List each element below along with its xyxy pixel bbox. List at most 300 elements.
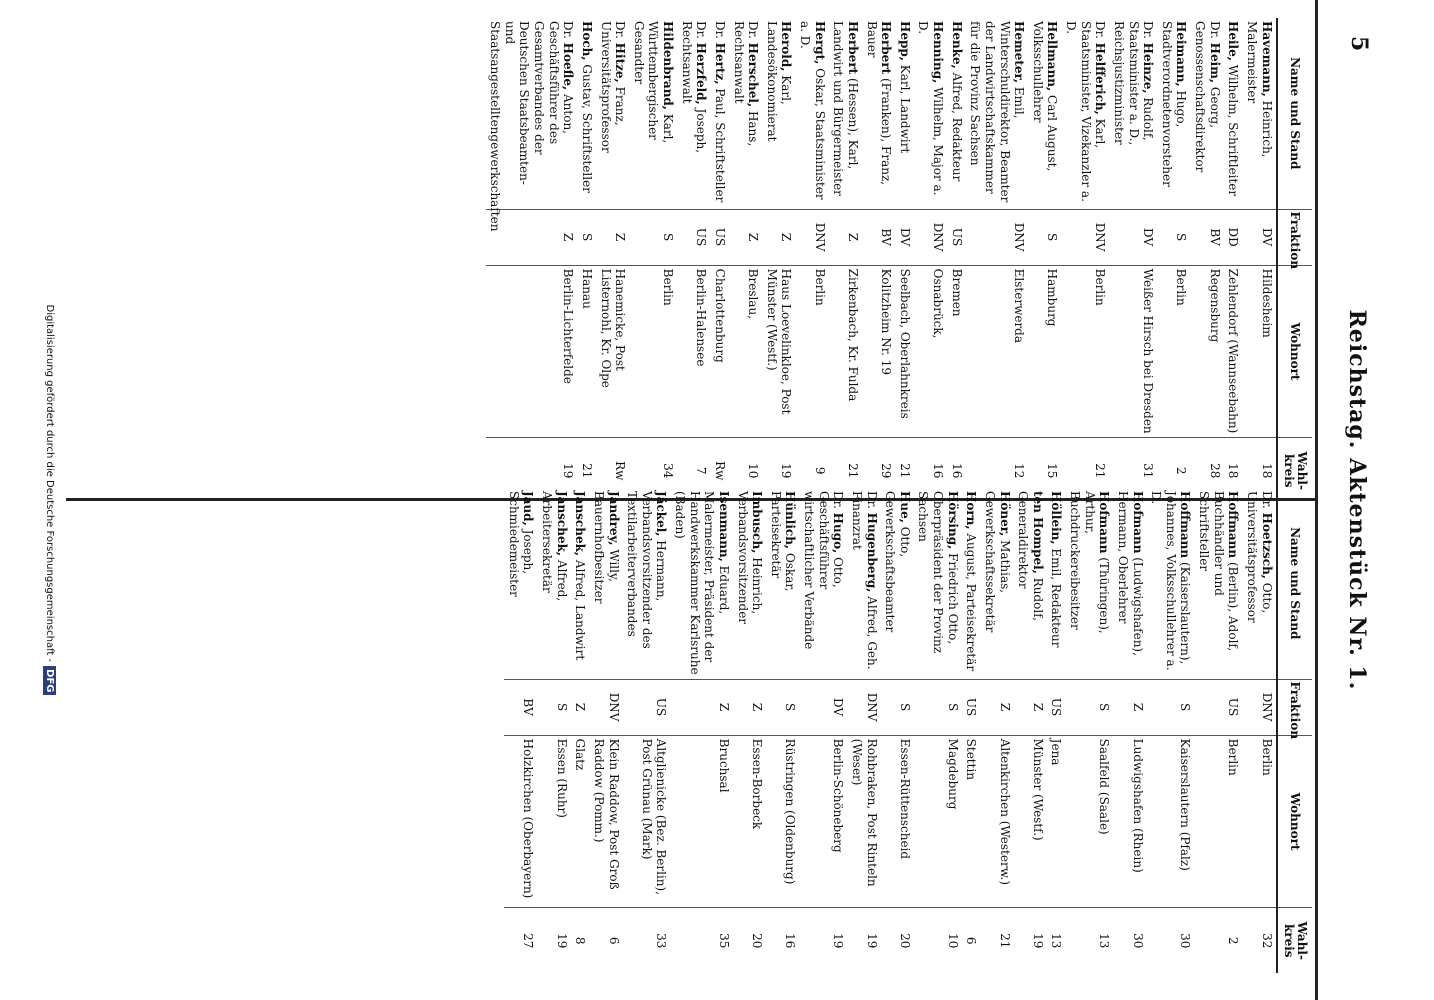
member-name-cell xyxy=(589,488,622,679)
wohnort-cell: Osnabrück, xyxy=(914,265,947,438)
member-name-cell xyxy=(881,488,914,679)
wohnort-cell: Klein Raddow, Post Groß Raddow (Pomm.) xyxy=(589,735,622,908)
fraktion-cell: DV xyxy=(800,679,848,735)
wohnort-cell: Hanemicke, Post Listernohl, Kr. Olpe xyxy=(596,265,629,438)
fraktion-cell: Z xyxy=(980,679,1013,735)
table-row xyxy=(577,18,596,503)
left-table-body xyxy=(486,18,1277,503)
member-name: Herbert xyxy=(846,21,860,75)
member-details: Franz, Universitätsprofessor xyxy=(598,21,628,153)
fraktion-cell: S xyxy=(881,679,914,735)
fraktion-cell: DNV xyxy=(589,679,622,735)
wahlkreis-cell: Rw xyxy=(596,438,629,503)
member-name: Höllein, xyxy=(1049,491,1064,545)
wohnort-cell: Hanau xyxy=(577,265,596,438)
table-row xyxy=(847,488,880,973)
member-name: Isenmann, xyxy=(717,491,731,562)
table-row xyxy=(677,18,710,503)
member-details: Anton, Geschäftsführer des Gesamtverbandes der Deutschen Staatsbeamten- und Staatsangestelltengewerkschaften xyxy=(488,21,576,232)
wahlkreis-cell: 16 xyxy=(914,438,947,503)
wahlkreis-cell: 8 xyxy=(571,908,590,973)
table-row xyxy=(1113,488,1146,973)
member-name: Helfferich, xyxy=(1093,42,1108,115)
member-name: Hitze, xyxy=(613,42,628,83)
fraktion-cell: US xyxy=(947,209,966,265)
table-row xyxy=(914,488,962,973)
wohnort-cell: Kaiserslautern (Pfalz) xyxy=(1147,735,1195,908)
member-name: Hoetzsch, xyxy=(1259,512,1274,579)
member-name: Hemeter, xyxy=(1012,21,1027,84)
table-row xyxy=(1224,18,1243,503)
member-details: Georg, Genossenschaftsdirektor xyxy=(1193,21,1222,173)
table-row xyxy=(710,18,729,503)
table-row xyxy=(1109,18,1157,503)
member-name-cell xyxy=(847,488,880,679)
member-name: Heile, xyxy=(1226,21,1241,61)
wohnort-cell: Berlin-Schöneberg xyxy=(800,735,848,908)
page-header xyxy=(1332,0,1372,1000)
member-name: Jandrey, xyxy=(606,491,621,546)
member-name: Janschek, xyxy=(573,491,588,557)
member-name-cell xyxy=(1242,488,1276,679)
member-prefix: Dr. xyxy=(746,21,761,43)
wohnort-cell: Breslau, xyxy=(729,265,762,438)
wohnort-cell: Bremen xyxy=(947,265,966,438)
wahlkreis-cell: 2 xyxy=(1195,908,1243,973)
wahlkreis-cell: 16 xyxy=(947,438,966,503)
member-details: Mathias, Gewerkschaftssekretär xyxy=(983,491,1012,633)
col-header-wahlkreis: Wahl-kreis xyxy=(1277,438,1312,503)
col-header-name: Name und Stand xyxy=(1277,18,1312,209)
wahlkreis-cell: 21 xyxy=(980,908,1013,973)
wahlkreis-cell: 29 xyxy=(862,438,895,503)
member-name-cell xyxy=(962,488,981,679)
member-details: Friedrich Otto, Oberpräsident der Provinz Sachsen xyxy=(916,491,960,654)
wohnort-cell: Haus Loevelinkloe, Post Münster (Westf.) xyxy=(762,265,795,438)
member-details: Joseph, Schmiedemeister xyxy=(506,491,536,597)
member-details: Alfred, Redakteur xyxy=(949,68,964,182)
member-details: (Thüringen), Arthur, Buchdruckereibesitzer xyxy=(1068,491,1112,634)
fraktion-cell: S xyxy=(538,679,571,735)
member-details: Karl, Württembergischer Gesandter xyxy=(631,21,676,144)
member-name-cell xyxy=(596,18,629,209)
table-row xyxy=(1047,488,1066,973)
member-name: Herold, xyxy=(779,21,794,72)
fraktion-cell: US xyxy=(962,679,981,735)
wahlkreis-cell: 19 xyxy=(847,908,880,973)
wohnort-cell: Essen-Rüttenscheid xyxy=(881,735,914,908)
fraktion-cell: US xyxy=(710,209,729,265)
wahlkreis-cell: 27 xyxy=(504,908,537,973)
member-name-cell xyxy=(762,18,795,209)
member-details: (Berlin), Adolf, Buchhändler und Schriftsteller xyxy=(1197,491,1241,652)
wohnort-cell: Berlin xyxy=(1195,735,1243,908)
wahlkreis-cell: 19 xyxy=(538,908,571,973)
member-name: Hepp, xyxy=(897,21,912,61)
table-row xyxy=(1066,488,1114,973)
member-name: Imbusch, xyxy=(750,491,765,554)
wohnort-cell: Stettin xyxy=(962,735,981,908)
wahlkreis-cell: 10 xyxy=(729,438,762,503)
wohnort-cell: Bruchsal xyxy=(671,735,734,908)
wohnort-cell: Zehlendorf (Wannseebahn) xyxy=(1224,265,1243,438)
member-name: Hofmann xyxy=(1097,491,1112,554)
wahlkreis-cell: 31 xyxy=(1109,438,1157,503)
right-column-table xyxy=(72,488,1312,973)
table-row xyxy=(623,488,671,973)
member-details: Wilhelm, Major a. D. xyxy=(916,21,946,196)
table-row xyxy=(962,488,981,973)
wahlkreis-cell: 20 xyxy=(733,908,766,973)
wohnort-cell: Jena xyxy=(1047,735,1066,908)
member-name: Hertz, xyxy=(713,42,727,85)
member-name-cell xyxy=(729,18,762,209)
member-prefix: Dr. xyxy=(1259,491,1274,513)
table-row xyxy=(1242,18,1276,503)
fraktion-cell: Z xyxy=(596,209,629,265)
wohnort-cell: Zirkenbach, Kr. Fulda xyxy=(829,265,862,438)
wahlkreis-cell: 33 xyxy=(623,908,671,973)
wohnort-cell: Berlin-Halensee xyxy=(677,265,710,438)
member-name: Herschel, xyxy=(746,42,761,108)
wahlkreis-cell: 21 xyxy=(829,438,862,503)
member-name-cell xyxy=(914,18,947,209)
fraktion-cell: BV xyxy=(1191,209,1224,265)
fraktion-cell: US xyxy=(623,679,671,735)
member-name-cell xyxy=(862,18,895,209)
member-name-cell xyxy=(1047,488,1066,679)
wahlkreis-cell: 9 xyxy=(796,438,829,503)
member-name-cell xyxy=(733,488,766,679)
member-name-cell xyxy=(1224,18,1243,209)
member-name-cell xyxy=(1191,18,1224,209)
member-name-cell xyxy=(895,18,914,209)
table-row xyxy=(589,488,622,973)
member-name: Hünlich, xyxy=(783,491,798,550)
wahlkreis-cell: 12 xyxy=(966,438,1029,503)
member-name-cell xyxy=(800,488,848,679)
wahlkreis-cell: Rw xyxy=(710,438,729,503)
wahlkreis-cell: 7 xyxy=(677,438,710,503)
member-details: (Kaiserslautern), Johannes, Volksschullehrer a. D. xyxy=(1149,491,1193,671)
wahlkreis-cell: 6 xyxy=(589,908,622,973)
member-name: Hörsing, xyxy=(945,491,960,550)
table-row xyxy=(671,488,734,973)
member-name-cell xyxy=(623,488,671,679)
table-row xyxy=(862,18,895,503)
member-name: Höner, xyxy=(997,491,1012,537)
member-details: (Hessen), Karl, Landwirt und Bürgermeister xyxy=(831,21,860,196)
member-details: Eduard, Malermeister, Präsident der Handwerkskammer Karlsruhe (Baden) xyxy=(673,491,731,675)
member-details: Rudolf, Generaldirektor xyxy=(1016,491,1045,622)
col-header-wohnort: Wohnort xyxy=(1277,265,1312,438)
fraktion-cell: Z xyxy=(1014,679,1047,735)
wahlkreis-cell: 20 xyxy=(881,908,914,973)
member-name-cell xyxy=(1195,488,1243,679)
member-name-cell xyxy=(1066,488,1114,679)
wohnort-cell: Kolitzheim Nr. 19 xyxy=(862,265,895,438)
member-name: Hellmann, xyxy=(1045,21,1060,92)
col-header-name: Name und Stand xyxy=(1277,488,1312,679)
member-name-cell xyxy=(1028,18,1061,209)
member-name: Hoch, xyxy=(580,21,594,61)
member-name: Herzfeld, xyxy=(694,42,709,105)
member-name: Hoffmann xyxy=(1226,491,1241,559)
table-row xyxy=(733,488,766,973)
table-row xyxy=(796,18,829,503)
wohnort-cell: Hamburg xyxy=(1028,265,1061,438)
fraktion-cell: S xyxy=(1147,679,1195,735)
wahlkreis-cell: 28 xyxy=(1191,438,1224,503)
fraktion-cell: DV xyxy=(1242,209,1276,265)
member-prefix: Dr. xyxy=(1093,21,1108,43)
wohnort-cell: Regensburg xyxy=(1191,265,1224,438)
member-details: Heinrich, Verbandsvorsitzender xyxy=(735,491,765,625)
member-details: Karl, Landwirt xyxy=(897,60,912,154)
member-name: Jäckel, xyxy=(654,491,669,537)
fraktion-cell: S xyxy=(629,209,677,265)
member-name: Havemann, xyxy=(1259,21,1274,97)
member-details: Otto, Geschäftsführer wirtschaftlicher Verbände xyxy=(802,491,846,650)
member-name-cell xyxy=(671,488,734,679)
member-prefix: Dr. xyxy=(561,21,576,43)
wahlkreis-cell: 19 xyxy=(800,908,848,973)
table-row xyxy=(980,488,1013,973)
member-name: Hildenbrand, xyxy=(661,21,676,110)
wohnort-cell: Ludwigshafen (Rhein) xyxy=(1113,735,1146,908)
member-name-cell xyxy=(677,18,710,209)
member-name: Hugo, xyxy=(831,512,846,554)
wahlkreis-cell: 10 xyxy=(914,908,962,973)
table-row xyxy=(1014,488,1047,973)
wohnort-cell: Altenkirchen (Westerw.) xyxy=(980,735,1013,908)
fraktion-cell: DNV xyxy=(1242,679,1276,735)
wahlkreis-cell: 32 xyxy=(1242,908,1276,973)
member-name-cell xyxy=(486,18,578,232)
fraktion-cell: S xyxy=(1157,209,1190,265)
member-name-cell xyxy=(710,18,729,209)
member-details: Otto, Gewerkschaftsbeamter xyxy=(883,491,912,633)
wohnort-cell: Glatz xyxy=(571,735,590,908)
table-row xyxy=(914,18,947,503)
wohnort-cell: Essen-Borbeck xyxy=(733,735,766,908)
table-row xyxy=(829,18,862,503)
fraktion-cell: Z xyxy=(762,209,795,265)
member-details: Oskar, Staatsminister a. D. xyxy=(798,21,827,200)
wohnort-cell: Berlin xyxy=(1242,735,1276,908)
fraktion-cell: DV xyxy=(1109,209,1157,265)
wahlkreis-cell: 19 xyxy=(762,438,795,503)
member-name-cell xyxy=(914,488,962,679)
page-title: Reichstag. Aktenstück Nr. 1. xyxy=(1344,309,1370,691)
wohnort-cell: Münster (Westf.) xyxy=(1014,735,1047,908)
fraktion-cell: DNV xyxy=(914,209,947,265)
table-row xyxy=(1147,488,1195,973)
table-row xyxy=(1242,488,1276,973)
table-row xyxy=(1028,18,1061,503)
table-row xyxy=(1062,18,1110,503)
member-name-cell xyxy=(966,18,1029,209)
table-row xyxy=(762,18,795,503)
wohnort-cell: Berlin xyxy=(1062,265,1110,438)
wohnort-cell: Altglienicke (Bez. Berlin), Post Grünau (Mark) xyxy=(623,735,671,908)
digitization-footer xyxy=(43,0,56,1000)
right-table-body xyxy=(504,488,1276,973)
member-details: Alfred, Landwirt xyxy=(573,556,588,661)
wohnort-cell: Berlin-Lichterfelde xyxy=(486,265,578,438)
member-name-cell xyxy=(796,18,829,209)
fraktion-cell: US xyxy=(1195,679,1243,735)
fraktion-cell: Z xyxy=(829,209,862,265)
wahlkreis-cell: 6 xyxy=(962,908,981,973)
member-details: Willy, Bauernhofbesitzer xyxy=(592,491,621,604)
table-row xyxy=(1157,18,1190,503)
member-prefix: Dr. xyxy=(831,491,846,513)
wohnort-cell: Elsterwerda xyxy=(966,265,1029,438)
table-row xyxy=(766,488,799,973)
member-details: Karl, Staatsminister, Vizekanzler a. D. xyxy=(1064,21,1108,202)
fraktion-cell: US xyxy=(1047,679,1066,735)
member-details: Hermann, Verbandsvorsitzender des Textilarbeiterverbandes xyxy=(625,491,669,649)
member-name: Heimann, xyxy=(1174,21,1189,87)
table-row xyxy=(571,488,590,973)
member-details: Gustav, Schriftsteller xyxy=(580,60,594,193)
fraktion-cell: BV xyxy=(862,209,895,265)
member-details: Emil, Redakteur xyxy=(1049,544,1064,648)
member-name-cell xyxy=(1113,488,1146,679)
wohnort-cell: Magdeburg xyxy=(914,735,962,908)
table-row xyxy=(800,488,848,973)
fraktion-cell: US xyxy=(677,209,710,265)
member-name-cell xyxy=(1242,18,1276,209)
left-column-table xyxy=(72,18,1312,503)
member-details: Hugo, Stadtverordnetenvorsteher xyxy=(1159,21,1189,187)
wohnort-cell: Rohbraken, Post Rinteln (Weser) xyxy=(847,735,880,908)
member-name-cell xyxy=(538,488,571,679)
member-prefix: Dr. xyxy=(613,21,628,43)
fraktion-cell: DV xyxy=(895,209,914,265)
col-header-fraktion: Fraktion xyxy=(1277,679,1312,735)
fraktion-cell: Z xyxy=(1113,679,1146,735)
table-row xyxy=(947,18,966,503)
member-name-cell xyxy=(947,18,966,209)
table-row xyxy=(729,18,762,503)
fraktion-cell: S xyxy=(1028,209,1061,265)
member-details: Emil, Winterschuldirektor, Beamter der Landwirtschaftskammer für die Provinz Sachsen xyxy=(968,21,1027,203)
member-details: Alfred, Arbeitersekretär xyxy=(540,491,569,602)
wohnort-cell: Berlin xyxy=(796,265,829,438)
fraktion-cell: S xyxy=(766,679,799,735)
member-name: Hoffmann xyxy=(1178,491,1193,559)
wohnort-cell: Holzkirchen (Oberbayern) xyxy=(504,735,537,908)
table-row xyxy=(538,488,571,973)
member-prefix: Dr. xyxy=(1207,21,1222,43)
wahlkreis-cell: 18 xyxy=(1224,438,1243,503)
wahlkreis-cell: 30 xyxy=(1147,908,1195,973)
fraktion-cell: Z xyxy=(733,679,766,735)
member-details: Alfred, Geh. Finanzrat xyxy=(850,491,879,670)
member-name-cell xyxy=(766,488,799,679)
wahlkreis-cell: 2 xyxy=(1157,438,1190,503)
member-name: Herbert xyxy=(879,21,894,75)
fraktion-cell: DNV xyxy=(847,679,880,735)
page-number: 5 xyxy=(1346,36,1372,52)
fraktion-cell: DNV xyxy=(796,209,829,265)
wohnort-cell: Rüstringen (Oldenburg) xyxy=(766,735,799,908)
wahlkreis-cell: 21 xyxy=(895,438,914,503)
fraktion-cell: Z xyxy=(486,209,578,265)
member-name: Heim, xyxy=(1207,42,1222,84)
table-row xyxy=(596,18,629,503)
member-prefix: Dr. xyxy=(1141,21,1156,43)
member-details: Heinrich, Malermeister xyxy=(1245,21,1274,158)
member-name-cell xyxy=(571,488,590,679)
dfg-logo: DFG xyxy=(43,666,56,695)
wahlkreis-cell: 35 xyxy=(671,908,734,973)
wohnort-cell: Essen (Ruhr) xyxy=(538,735,571,908)
col-header-fraktion: Fraktion xyxy=(1277,209,1312,265)
wahlkreis-cell: 18 xyxy=(1242,438,1276,503)
wahlkreis-cell: 34 xyxy=(629,438,677,503)
table-row xyxy=(966,18,1029,503)
wohnort-cell: Berlin xyxy=(629,265,677,438)
member-name: ten Hompel, xyxy=(1030,491,1045,574)
member-name-cell xyxy=(504,488,537,679)
member-name-cell xyxy=(577,18,596,209)
member-prefix: Dr. xyxy=(864,491,879,513)
wahlkreis-cell: 21 xyxy=(1062,438,1110,503)
fraktion-cell: Z xyxy=(571,679,590,735)
member-details: Hans, Rechtsanwalt xyxy=(731,21,761,147)
fraktion-cell: DNV xyxy=(1062,209,1110,265)
member-name-cell xyxy=(629,18,677,209)
wohnort-cell: Seelbach, Oberlahnkreis xyxy=(895,265,914,438)
member-details: Paul, Schriftsteller xyxy=(713,84,727,203)
table-row xyxy=(486,18,578,503)
member-name: Hoefle, xyxy=(561,42,576,91)
member-name-cell xyxy=(1109,18,1157,209)
member-details: Joseph, Rechtsanwalt xyxy=(679,21,709,154)
fraktion-cell: Z xyxy=(671,679,734,735)
member-name: Hergt, xyxy=(812,21,827,65)
fraktion-cell: S xyxy=(1066,679,1114,735)
member-name: Hugenberg, xyxy=(864,512,879,593)
member-name-cell xyxy=(829,18,862,209)
col-header-wahlkreis: Wahl-kreis xyxy=(1277,908,1312,973)
table-row xyxy=(504,488,537,973)
fraktion-cell: S xyxy=(577,209,596,265)
wohnort-cell: Weißer Hirsch bei Dresden xyxy=(1109,265,1157,438)
fraktion-cell: DD xyxy=(1224,209,1243,265)
member-details: Otto, Universitätsprofessor xyxy=(1245,491,1274,623)
wahlkreis-cell: 13 xyxy=(1066,908,1114,973)
wahlkreis-cell: 13 xyxy=(1047,908,1066,973)
member-details: (Franken), Franz, Bauer xyxy=(864,21,894,186)
member-prefix: Dr. xyxy=(713,21,727,43)
member-name-cell xyxy=(1157,18,1190,209)
fraktion-cell: DNV xyxy=(966,209,1029,265)
table-row xyxy=(895,18,914,503)
member-prefix: Dr. xyxy=(694,21,709,43)
member-details: Oskar, Parteisekretär xyxy=(768,491,798,592)
member-name: Hofmann xyxy=(1130,491,1145,554)
wahlkreis-cell: 16 xyxy=(766,908,799,973)
member-details: Wilhelm, Schriftleiter xyxy=(1226,60,1241,197)
fraktion-cell: S xyxy=(914,679,962,735)
wohnort-cell: Hildesheim xyxy=(1242,265,1276,438)
member-details: Carl August, Volksschullehrer xyxy=(1030,21,1060,172)
wohnort-cell: Berlin xyxy=(1157,265,1190,438)
